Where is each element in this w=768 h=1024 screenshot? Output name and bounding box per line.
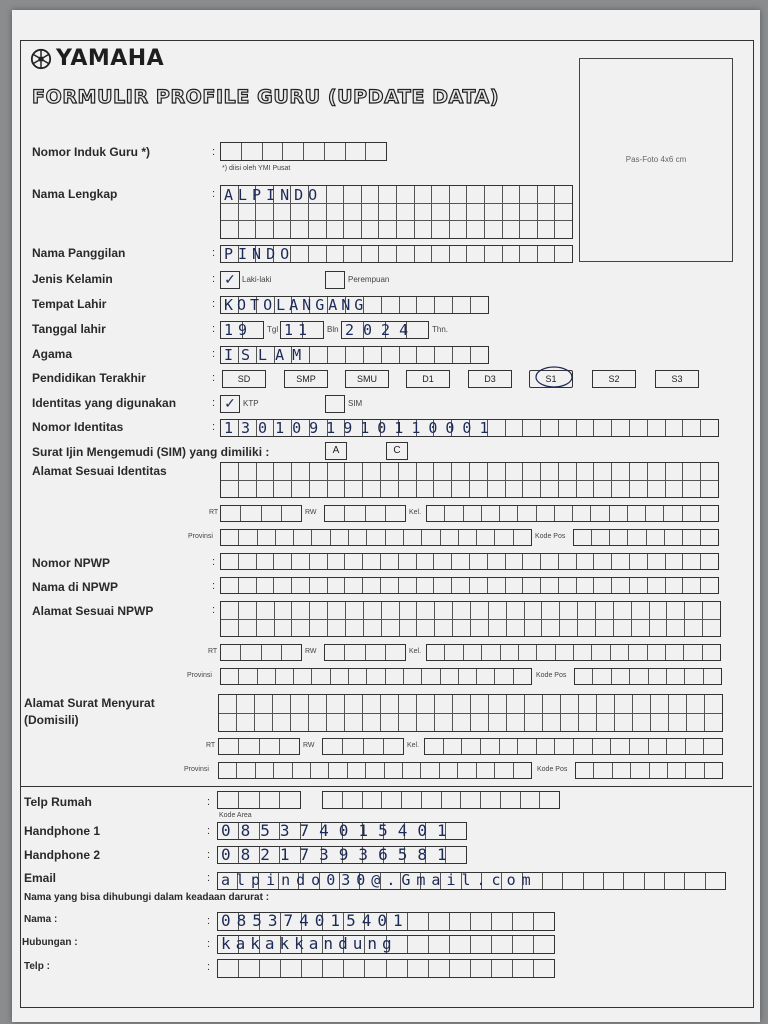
rw-npwp-input[interactable] xyxy=(324,644,406,661)
edu-option-s3[interactable]: S3 xyxy=(655,370,699,388)
label-email: Email xyxy=(24,871,57,885)
handwritten-nama-lengkap: ALPINDO xyxy=(224,186,323,204)
colon: : xyxy=(212,397,216,409)
kel-label: Kel. xyxy=(409,509,422,516)
label-hp1: Handphone 1 xyxy=(24,824,101,838)
kode-pos-label-npwp: Kode Pos xyxy=(536,672,567,679)
colon: : xyxy=(212,604,216,616)
colon: : xyxy=(212,188,216,200)
brand-logo xyxy=(30,46,164,71)
edu-option-smu[interactable]: SMU xyxy=(345,370,389,388)
alamat-surat-input[interactable] xyxy=(218,694,723,732)
handwritten-tgl: 19 xyxy=(224,321,253,339)
label-sim: Surat Ijin Mengemudi (SIM) yang dimiliki : xyxy=(32,445,270,459)
tuning-fork-emblem-icon xyxy=(30,48,52,70)
kode-area-label: Kode Area xyxy=(219,812,252,819)
kode-pos-surat-input[interactable] xyxy=(575,762,723,779)
sim-c-box[interactable]: C xyxy=(386,442,408,460)
handwritten-nama-darurat: 085374015401 xyxy=(221,911,409,930)
checkbox-perempuan[interactable] xyxy=(325,271,345,289)
rt-label-surat: RT xyxy=(206,742,216,749)
provinsi-npwp-input[interactable] xyxy=(220,668,532,685)
rt-label-npwp: RT xyxy=(208,648,218,655)
label-nama-darurat: Nama : xyxy=(24,914,58,925)
kel-label-surat: Kel. xyxy=(407,742,420,749)
label-alamat-npwp: Alamat Sesuai NPWP xyxy=(32,604,154,618)
kode-pos-label-surat: Kode Pos xyxy=(537,766,568,773)
option-ktp: KTP xyxy=(243,399,259,408)
label-nama-panggilan: Nama Panggilan xyxy=(32,246,126,260)
label-telp-darurat: Telp : xyxy=(24,961,50,972)
colon: : xyxy=(212,298,216,310)
rw-label-surat: RW xyxy=(303,742,315,749)
colon: : xyxy=(212,273,216,285)
label-tempat-lahir: Tempat Lahir xyxy=(32,297,107,311)
option-laki-laki: Laki-laki xyxy=(242,275,272,284)
label-nama-lengkap: Nama Lengkap xyxy=(32,187,118,201)
edu-option-sd[interactable]: SD xyxy=(222,370,266,388)
telp-rumah-input[interactable] xyxy=(322,791,560,809)
nig-note: *) diisi oleh YMI Pusat xyxy=(222,165,291,172)
colon: : xyxy=(212,580,216,592)
handwritten-hp2: 082173936581 xyxy=(221,845,457,864)
colon: : xyxy=(212,247,216,259)
handwritten-hp1: 085374015401 xyxy=(221,821,457,840)
label-npwp: Nomor NPWP xyxy=(32,556,110,570)
kel-surat-input[interactable] xyxy=(424,738,723,755)
rt-input[interactable] xyxy=(220,505,302,522)
kel-npwp-input[interactable] xyxy=(426,644,721,661)
label-domisili: (Domisili) xyxy=(24,713,79,727)
edu-option-d1[interactable]: D1 xyxy=(406,370,450,388)
tgl-label: Tgl xyxy=(267,325,279,334)
kel-label-npwp: Kel. xyxy=(409,648,422,655)
thn-label: Thn. xyxy=(432,325,449,334)
rt-npwp-input[interactable] xyxy=(220,644,302,661)
selected-circle-mark xyxy=(532,364,576,390)
label-tanggal-lahir: Tanggal lahir xyxy=(32,322,106,336)
form-paper xyxy=(12,10,760,1022)
edu-option-s1[interactable]: S1 xyxy=(529,370,573,388)
rw-input[interactable] xyxy=(324,505,406,522)
alamat-identitas-input[interactable] xyxy=(220,462,719,498)
handwritten-nomor-identitas: 1301091910110001 xyxy=(224,419,497,437)
photo-box[interactable] xyxy=(579,58,733,262)
kode-pos-npwp-input[interactable] xyxy=(574,668,722,685)
checkbox-laki-laki[interactable]: ✓ xyxy=(220,271,240,289)
colon: : xyxy=(212,323,216,335)
kode-pos-label: Kode Pos xyxy=(535,533,566,540)
provinsi-surat-input[interactable] xyxy=(218,762,532,779)
label-nig: Nomor Induk Guru *) xyxy=(32,145,150,159)
brand-name: YAMAHA xyxy=(56,46,165,71)
kel-input[interactable] xyxy=(426,505,719,522)
label-alamat-identitas: Alamat Sesuai Identitas xyxy=(32,464,167,478)
section-divider xyxy=(20,786,752,787)
rt-label: RT xyxy=(209,509,219,516)
label-darurat: Nama yang bisa dihubungi dalam keadaan darurat : xyxy=(24,892,270,903)
handwritten-agama: ISLAM xyxy=(224,346,310,364)
colon: : xyxy=(207,849,211,861)
rw-surat-input[interactable] xyxy=(322,738,404,755)
handwritten-thn: 2024 xyxy=(345,321,418,339)
checkbox-ktp[interactable]: ✓ xyxy=(220,395,240,413)
checkbox-sim[interactable] xyxy=(325,395,345,413)
colon: : xyxy=(207,796,211,808)
handwritten-nama-panggilan: PINDO xyxy=(224,245,295,263)
handwritten-bln: 11 xyxy=(284,321,313,339)
kode-pos-input[interactable] xyxy=(573,529,719,546)
label-nomor-identitas: Nomor Identitas xyxy=(32,420,124,434)
colon: : xyxy=(207,825,211,837)
edu-option-s2[interactable]: S2 xyxy=(592,370,636,388)
form-title: FORMULIR PROFILE GURU (UPDATE DATA) xyxy=(32,86,500,108)
colon: : xyxy=(212,372,216,384)
provinsi-input[interactable] xyxy=(220,529,532,546)
colon: : xyxy=(212,146,216,158)
provinsi-label-surat: Provinsi xyxy=(184,766,209,773)
colon: : xyxy=(212,348,216,360)
label-pendidikan: Pendidikan Terakhir xyxy=(32,371,146,385)
sim-a-box[interactable]: A xyxy=(325,442,347,460)
handwritten-email: alpindo030@.Gmail.com xyxy=(221,871,537,889)
label-agama: Agama xyxy=(32,347,73,361)
handwritten-hubungan: kakakkandung xyxy=(221,934,397,953)
handwritten-tempat-lahir: KOTOLANGANG xyxy=(224,296,368,314)
nig-input[interactable] xyxy=(220,142,387,161)
npwp-input[interactable] xyxy=(220,553,719,570)
photo-label: Pas-Foto 4x6 cm xyxy=(625,155,687,164)
rw-label: RW xyxy=(305,509,317,516)
label-identitas: Identitas yang digunakan xyxy=(32,396,177,410)
label-hubungan: Hubungan : xyxy=(22,937,78,948)
option-sim: SIM xyxy=(348,399,363,408)
edu-option-d3[interactable]: D3 xyxy=(468,370,512,388)
edu-option-smp[interactable]: SMP xyxy=(284,370,328,388)
colon: : xyxy=(207,961,211,973)
bln-label: Bln xyxy=(327,325,339,334)
kode-area-input[interactable] xyxy=(217,791,301,809)
label-alamat-surat: Alamat Surat Menyurat xyxy=(24,696,155,710)
alamat-npwp-input[interactable] xyxy=(220,601,721,637)
colon: : xyxy=(207,938,211,950)
telp-darurat-input[interactable] xyxy=(217,959,555,978)
provinsi-label: Provinsi xyxy=(188,533,213,540)
label-nama-npwp: Nama di NPWP xyxy=(32,580,119,594)
colon: : xyxy=(212,421,216,433)
rw-label-npwp: RW xyxy=(305,648,317,655)
rt-surat-input[interactable] xyxy=(218,738,300,755)
colon: : xyxy=(207,915,211,927)
provinsi-label-npwp: Provinsi xyxy=(187,672,212,679)
label-hp2: Handphone 2 xyxy=(24,848,101,862)
option-perempuan: Perempuan xyxy=(348,275,390,284)
label-jenis-kelamin: Jenis Kelamin xyxy=(32,272,113,286)
colon: : xyxy=(207,872,211,884)
nama-npwp-input[interactable] xyxy=(220,577,719,594)
label-telp-rumah: Telp Rumah xyxy=(24,795,92,809)
colon: : xyxy=(212,556,216,568)
